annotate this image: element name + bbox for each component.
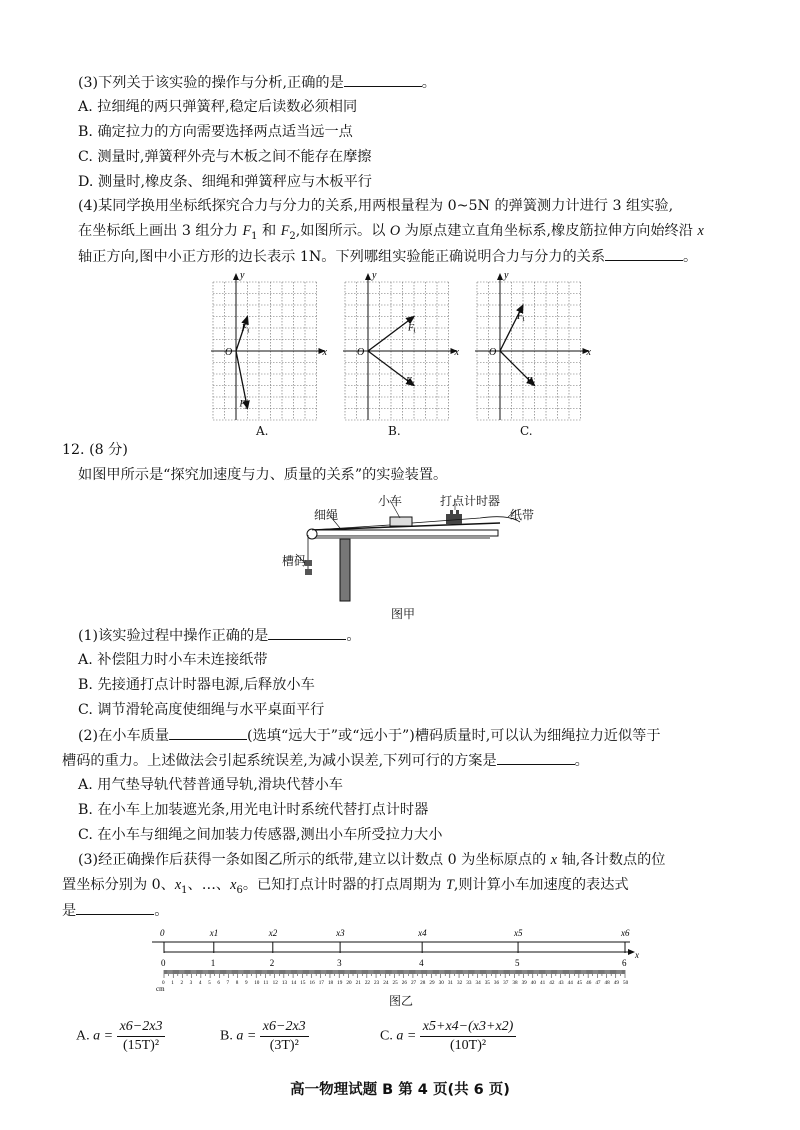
count-top-label: x1 (209, 928, 219, 938)
y-axis-label: y (372, 270, 377, 281)
ruler-number: 43 (558, 980, 564, 986)
ruler-number: 11 (263, 980, 269, 986)
q11-p4-line2: 在坐标纸上画出 3 组分力 $F_1$ 和 $F_2$,如图所示。以 O 为原点建立直角坐标系,橡皮筋拉伸方向始终沿 x (78, 223, 704, 242)
answer-blank[interactable] (169, 725, 247, 740)
ruler-number: 14 (291, 980, 297, 986)
ruler-number: 4 (198, 980, 202, 986)
x-axis-label: x (322, 347, 327, 358)
force-f2-sub: 2 (531, 380, 535, 388)
force-f2-label: F (526, 376, 533, 387)
count-number: 0 (161, 958, 166, 968)
label-tape: 纸带 (510, 508, 535, 522)
force-f2-sub: 2 (411, 380, 415, 388)
ruler-number: 19 (337, 980, 343, 986)
ruler-number: 12 (272, 980, 278, 986)
q12-p2-option-a: A. 用气垫导轨代替普通导轨,滑块代替小车 (78, 777, 343, 793)
force-f2-label: F (406, 376, 412, 387)
ruler-number: 3 (189, 980, 193, 986)
q12-p3-line3: 是 。 (62, 900, 168, 921)
label-weight: 槽码 (282, 554, 307, 568)
q12-p1-option-b: B. 先接通打点计时器电源,后释放小车 (78, 677, 315, 693)
q12-p1-stem: (1)该实验过程中操作正确的是 。 (78, 625, 361, 646)
page-footer: 高一物理试题 B 第 4 页(共 6 页) (290, 1082, 510, 1098)
ruler-number: 47 (595, 980, 601, 986)
ruler-number: 5 (208, 980, 211, 986)
ruler-number: 38 (512, 980, 518, 986)
answer-blank[interactable] (605, 246, 683, 261)
ruler-number: 15 (300, 980, 306, 986)
force-f1-sub: 1 (522, 316, 526, 323)
force-f1-label: F (241, 323, 248, 334)
ruler-number: 22 (364, 980, 371, 986)
ruler-number: 25 (392, 980, 398, 986)
q12-intro: 如图甲所示是“探究加速度与力、质量的关系”的实验装置。 (78, 467, 448, 483)
force-f1-sub: 1 (246, 327, 250, 335)
q12-p3-option-b: B. a = $\frac{x6-2x3}{\text{(3T)²}}$ (220, 1018, 309, 1055)
count-number: 4 (419, 958, 424, 968)
ruler-number: 20 (346, 980, 352, 986)
q11-p3-stem: (3)下列关于该实验的操作与分析,正确的是 。 (78, 72, 436, 93)
origin-label: O (489, 347, 497, 358)
answer-blank[interactable] (268, 625, 346, 640)
ruler-number: 31 (447, 980, 454, 986)
force-f1-sub: 1 (413, 327, 417, 335)
grid-b-label: B. (388, 424, 401, 438)
ruler-number: 41 (540, 980, 546, 986)
tape-axis-label: x (635, 950, 639, 960)
ruler-number: 1 (171, 980, 174, 986)
ruler-number: 21 (355, 980, 361, 986)
ruler-number: 39 (521, 980, 527, 986)
tape-ruler-figure (152, 922, 652, 992)
answer-blank[interactable] (344, 72, 422, 87)
ruler-number: 0 (162, 980, 165, 986)
ruler-number: 36 (493, 980, 500, 986)
ruler-number: 2 (180, 980, 184, 986)
count-number: 1 (210, 958, 216, 968)
ruler-number: 49 (613, 980, 619, 986)
ruler-number: 37 (503, 980, 509, 986)
q12-p2-line1: (2)在小车质量 (选填“远大于”或“远小于”)槽码质量时,可以认为细绳拉力近似等于 (78, 725, 661, 746)
fig2-caption: 图乙 (389, 994, 414, 1008)
q11-p4-line1: (4)某同学换用坐标纸探究合力与分力的关系,用两根量程为 0~5N 的弹簧测力计进行 3 组实验, (78, 198, 674, 214)
count-top-label: x6 (621, 928, 630, 938)
label-rope: 细绳 (314, 508, 339, 522)
q12-p3-line2: 置坐标分别为 0、$x_1$、…、$x_6$。已知打点计时器的打点周期为 T,则计算小车加速度的表达式 (62, 877, 629, 896)
count-top-label: x2 (268, 928, 278, 938)
ruler-number: 45 (576, 980, 583, 986)
ruler-number: 13 (281, 980, 288, 986)
ruler-number: 29 (429, 980, 435, 986)
ruler-number: 26 (401, 980, 407, 986)
q12-p3-line1: (3)经正确操作后获得一条如图乙所示的纸带,建立以计数点 0 为坐标原点的 x 轴,各计数点的位 (78, 852, 666, 868)
force-f2-label: F (239, 399, 246, 410)
ruler-number: 48 (604, 980, 610, 986)
q11-p3-option-b: B. 确定拉力的方向需要选择两点适当远一点 (78, 124, 353, 140)
y-axis-label: y (504, 270, 509, 281)
answer-blank[interactable] (76, 900, 154, 915)
count-top-label: x4 (418, 928, 427, 938)
force-f1-label: F (408, 323, 414, 334)
q12-p3-option-a: A. a = $\frac{x6-2x3}{\text{(15T)²}}$ (76, 1018, 165, 1055)
q12-p2-option-c: C. 在小车与细绳之间加装力传感器,测出小车所受拉力大小 (78, 827, 443, 843)
count-top-label: 0 (160, 928, 165, 938)
answer-blank[interactable] (497, 750, 575, 765)
force-f1-label: F (517, 312, 523, 322)
ruler-number: 27 (410, 980, 417, 986)
ruler-number: 30 (438, 980, 444, 986)
force-grid-figures (0, 270, 800, 445)
grid-b (343, 270, 460, 420)
ruler-number: 50 (623, 980, 629, 986)
count-number: 5 (515, 958, 520, 968)
q12-p1-option-c: C. 调节滑轮高度使细绳与水平桌面平行 (78, 702, 325, 718)
fig1-caption: 图甲 (391, 607, 416, 621)
ruler-number: 34 (475, 980, 481, 986)
ruler-number: 35 (484, 980, 490, 986)
count-top-label: x3 (336, 928, 345, 938)
origin-label: O (225, 347, 233, 358)
q12-p2-option-b: B. 在小车上加装遮光条,用光电计时系统代替打点计时器 (78, 802, 429, 818)
q12-header: 12. (8 分) (62, 442, 128, 458)
ruler-number: 10 (254, 980, 260, 986)
ruler-number: 33 (466, 980, 472, 986)
q11-p3-option-c: C. 测量时,弹簧秤外壳与木板之间不能存在摩擦 (78, 149, 372, 165)
x-axis-label: x (586, 347, 591, 358)
q12-p3-option-c: C. a = $\frac{x5+x4-(x3+x2)}{\text{(10T)²}}$ (380, 1018, 516, 1055)
grid-c-label: C. (520, 424, 533, 438)
label-timer: 打点计时器 (440, 494, 501, 508)
y-axis-label: y (240, 270, 245, 281)
q12-p2-line2: 槽码的重力。上述做法会引起系统误差,为减小误差,下列可行的方案是 。 (62, 750, 589, 771)
origin-label: O (357, 347, 365, 358)
q11-p3-option-a: A. 拉细绳的两只弹簧秤,稳定后读数必须相同 (78, 99, 358, 115)
ruler-number: 23 (374, 980, 380, 986)
q11-p3-option-d: D. 测量时,橡皮条、细绳和弹簧秤应与木板平行 (78, 174, 372, 190)
q11-p4-line3: 轴正方向,图中小正方形的边长表示 1N。下列哪组实验能正确说明合力与分力的关系 。 (78, 246, 697, 267)
ruler-number: 44 (567, 980, 573, 986)
ruler-number: 28 (420, 980, 426, 986)
x-axis-label: x (454, 347, 459, 358)
ruler-number: 42 (549, 980, 555, 986)
count-number: 2 (269, 958, 275, 968)
force-f2-sub: 2 (244, 403, 248, 411)
count-top-label: x5 (514, 928, 523, 938)
ruler-number: 9 (244, 980, 248, 986)
ruler-number: 16 (309, 980, 315, 986)
ruler-number: 7 (226, 980, 230, 986)
count-number: 3 (337, 958, 342, 968)
q12-p1-option-a: A. 补偿阻力时小车未连接纸带 (78, 652, 268, 668)
grid-c (475, 270, 592, 420)
ruler-number: 24 (383, 980, 389, 986)
ruler-number: 6 (217, 980, 220, 986)
grid-a-label: A. (256, 424, 269, 438)
label-car: 小车 (378, 494, 403, 508)
grid-a (211, 270, 328, 420)
ruler-number: 40 (530, 980, 536, 986)
ruler-number: 18 (327, 980, 334, 986)
ruler-number: 32 (457, 980, 463, 986)
ruler-unit: cm (156, 985, 165, 992)
ruler-number: 46 (586, 980, 592, 986)
count-number: 6 (622, 958, 627, 968)
ruler-number: 17 (318, 980, 324, 986)
ruler-number: 8 (235, 980, 239, 986)
